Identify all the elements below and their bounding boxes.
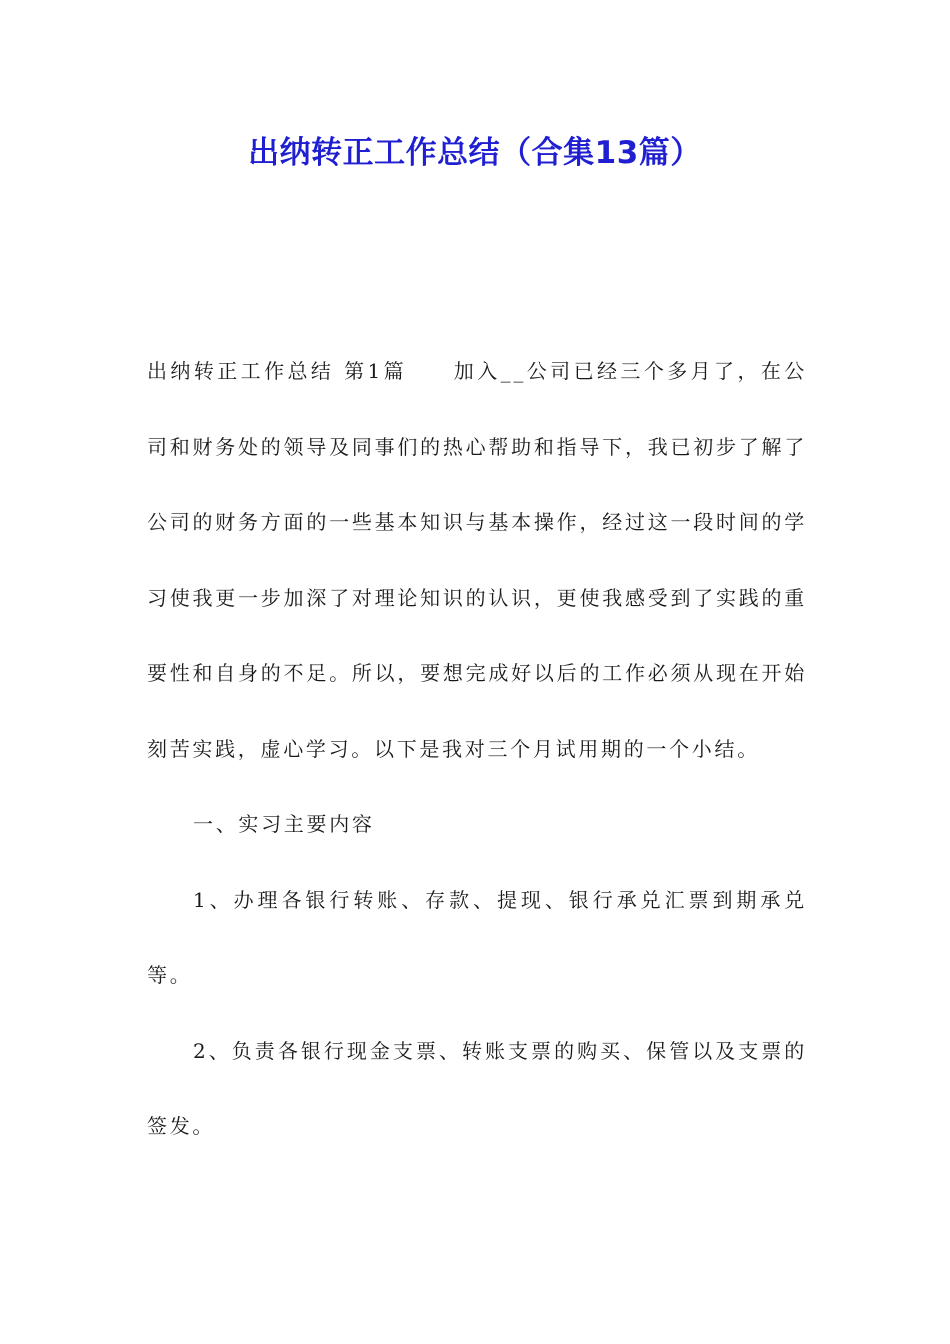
document-body — [147, 334, 807, 1165]
list-item-1: 1、办理各银行转账、存款、提现、银行承兑汇票到期承兑等。 — [147, 887, 807, 987]
subheading-paragraph: 一、实习主要内容 — [193, 812, 375, 836]
list-item-2: 2、负责各银行现金支票、转账支票的购买、保管以及支票的签发。 — [147, 1038, 807, 1138]
document-title: 出纳转正工作总结（合集13篇） — [248, 135, 702, 171]
intro-paragraph — [147, 334, 807, 787]
section-heading: 出纳转正工作总结 第1篇 — [147, 359, 408, 383]
paragraph-text: 加入__公司已经三个多月了，在公司和财务处的领导及同事们的热心帮助和指导下，我已初步了解了公司的财务方面的一些基本知识与基本操作，经过这一段时间的学习使我更一步加深了对理论知识的认识，更使我感受到了实践的重要性和自身的不足。所以，要想完成好以后的工作必须从现在开始刻苦实践，虚心学习。以下是我对三个月试用期的一个小结。 — [147, 359, 808, 761]
